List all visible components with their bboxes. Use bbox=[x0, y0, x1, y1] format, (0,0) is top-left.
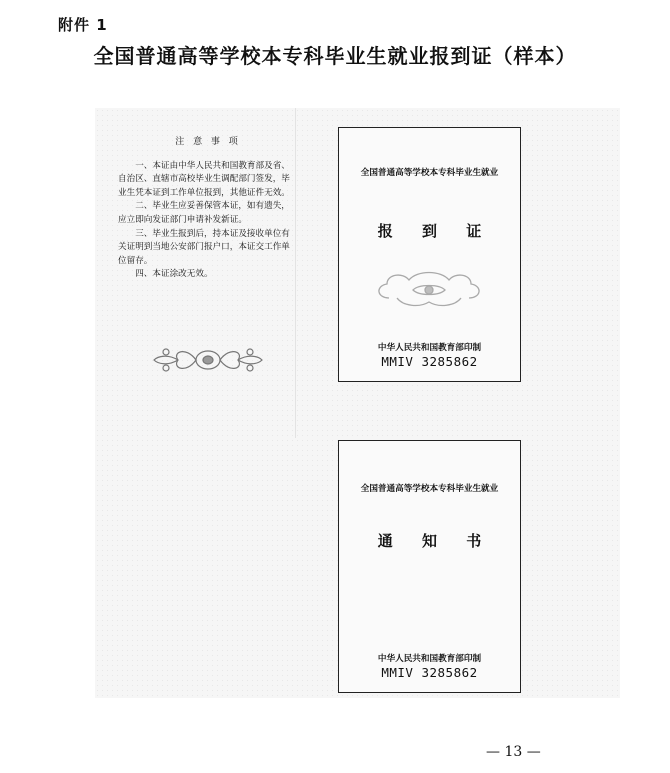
notification-letter-card bbox=[338, 440, 521, 693]
notice-item: 一、本证由中华人民共和国教育部及省、自治区、直辖市高校毕业生调配部门签发，毕业生凭本证到工作单位报到，其他证件无效。 bbox=[118, 160, 290, 198]
registration-certificate-card bbox=[338, 127, 521, 382]
notice-item: 三、毕业生报到后，持本证及接收单位有关证明到当地公安部门报户口，本证交工作单位留存。 bbox=[118, 228, 290, 266]
card-header: 全国普通高等学校本专科毕业生就业 bbox=[360, 484, 499, 494]
card-printer: 中华人民共和国教育部印制 bbox=[377, 343, 482, 353]
notice-item: 二、毕业生应妥善保管本证，如有遗失，应立即向发证部门申请补发新证。 bbox=[118, 201, 290, 225]
attachment-label: 附件 1 bbox=[58, 16, 108, 34]
card-serial-number: MMIV 3285862 bbox=[381, 354, 478, 369]
cloud-emblem-icon bbox=[369, 268, 489, 313]
notice-panel bbox=[118, 136, 298, 282]
card-header: 全国普通高等学校本专科毕业生就业 bbox=[360, 168, 499, 178]
card-name: 通 知 书 bbox=[377, 532, 494, 550]
card-printer: 中华人民共和国教育部印制 bbox=[377, 654, 482, 664]
document-title: 全国普通高等学校本专科毕业生就业报到证（样本） bbox=[93, 44, 577, 68]
notice-title: 注 意 事 项 bbox=[175, 137, 241, 147]
card-name: 报 到 证 bbox=[377, 222, 494, 240]
card-serial-number: MMIV 3285862 bbox=[381, 665, 478, 680]
notice-item: 四、本证涂改无效。 bbox=[135, 269, 213, 280]
page-number: — 13 — bbox=[486, 744, 541, 760]
decorative-ornament-icon bbox=[148, 338, 268, 382]
